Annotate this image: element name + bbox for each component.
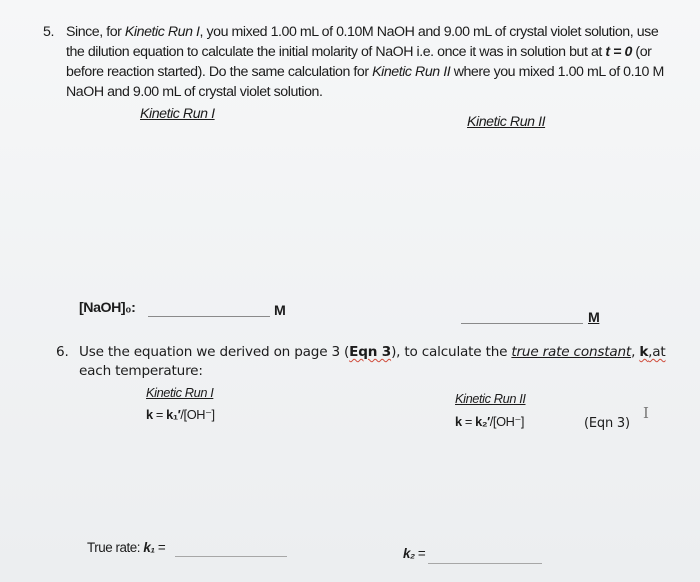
q5-t-zero: t = 0 [605, 44, 632, 60]
q5-answer-blank-run1[interactable] [148, 316, 270, 317]
q6-true-rate-row [87, 538, 165, 558]
formula2-k2: k₂′ [475, 414, 490, 429]
q5-line1-run: Kinetic Run I [124, 24, 200, 40]
q6-heading-run2: Kinetic Run II [455, 391, 526, 406]
q5-line1-text-a: Since, for [66, 24, 125, 40]
q5-line3-text-a: before reaction started). Do the same calculation for [66, 64, 373, 80]
q5-line-4: NaOH and 9.00 mL of crystal violet solution. [66, 84, 323, 100]
q5-line2-text-b: (or [631, 44, 652, 60]
k2-label: k₂ [403, 546, 415, 561]
q6-true-rate-constant: true rate constant [511, 344, 632, 360]
q6-line1-text-b: ), to calculate the [391, 344, 512, 360]
q6-at: ,at [648, 344, 666, 360]
q6-formula-run2 [455, 412, 524, 432]
formula1-eq: = [152, 407, 167, 422]
q5-line-3 [66, 62, 664, 82]
q5-heading-run2: Kinetic Run II [467, 114, 546, 130]
q6-k: k [639, 344, 649, 360]
q5-line3-text-b: where you mixed 1.00 mL of 0.10 M [450, 64, 664, 80]
text-cursor-icon: I [643, 404, 649, 422]
q5-line-2 [66, 42, 651, 62]
q6-eqn-ref: Eqn 3 [349, 344, 392, 360]
formula2-eq: = [461, 414, 476, 429]
k1-label: k₁ [143, 540, 155, 555]
q5-number: 5. [43, 24, 54, 40]
true-rate-label: True rate: [87, 540, 144, 555]
q6-number: 6. [56, 344, 69, 360]
q5-unit-run1: M [274, 303, 286, 319]
q5-line-1 [66, 22, 658, 42]
q6-comma: , [631, 344, 640, 360]
q5-line1-text-b: , you mixed 1.00 mL of 0.10M NaOH and 9.00 mL of crystal violet solution, use [199, 24, 659, 40]
q6-line-1 [79, 343, 666, 362]
q5-line2-text-a: the dilution equation to calculate the initial molarity of NaOH i.e. once it was in solution but at [66, 44, 606, 60]
q5-unit-run2: M [588, 310, 600, 326]
formula1-k1: k₁′ [166, 407, 181, 422]
formula2-k: k [455, 414, 462, 429]
formula2-rest: /[OH⁻] [489, 414, 524, 429]
k2-answer-blank[interactable] [428, 563, 542, 564]
q5-heading-run1: Kinetic Run I [140, 106, 215, 122]
k1-answer-blank[interactable] [175, 556, 287, 557]
q6-formula-run1 [146, 405, 215, 425]
q5-line3-run: Kinetic Run II [372, 64, 451, 80]
formula1-k: k [146, 407, 153, 422]
k2-eq: = [414, 546, 426, 561]
q6-heading-run1: Kinetic Run I [146, 385, 214, 400]
q6-eqn3-label: (Eqn 3) [584, 416, 630, 431]
formula1-rest: /[OH⁻] [180, 407, 215, 422]
k1-eq: = [154, 540, 166, 555]
q5-answer-blank-run2[interactable] [461, 323, 583, 324]
q6-line1-text-a: Use the equation we derived on page 3 ( [79, 344, 350, 360]
q6-line-2: each temperature: [79, 363, 203, 379]
q6-k2-row [403, 544, 425, 564]
q5-naoh-label: [NaOH]₀: [79, 300, 136, 316]
